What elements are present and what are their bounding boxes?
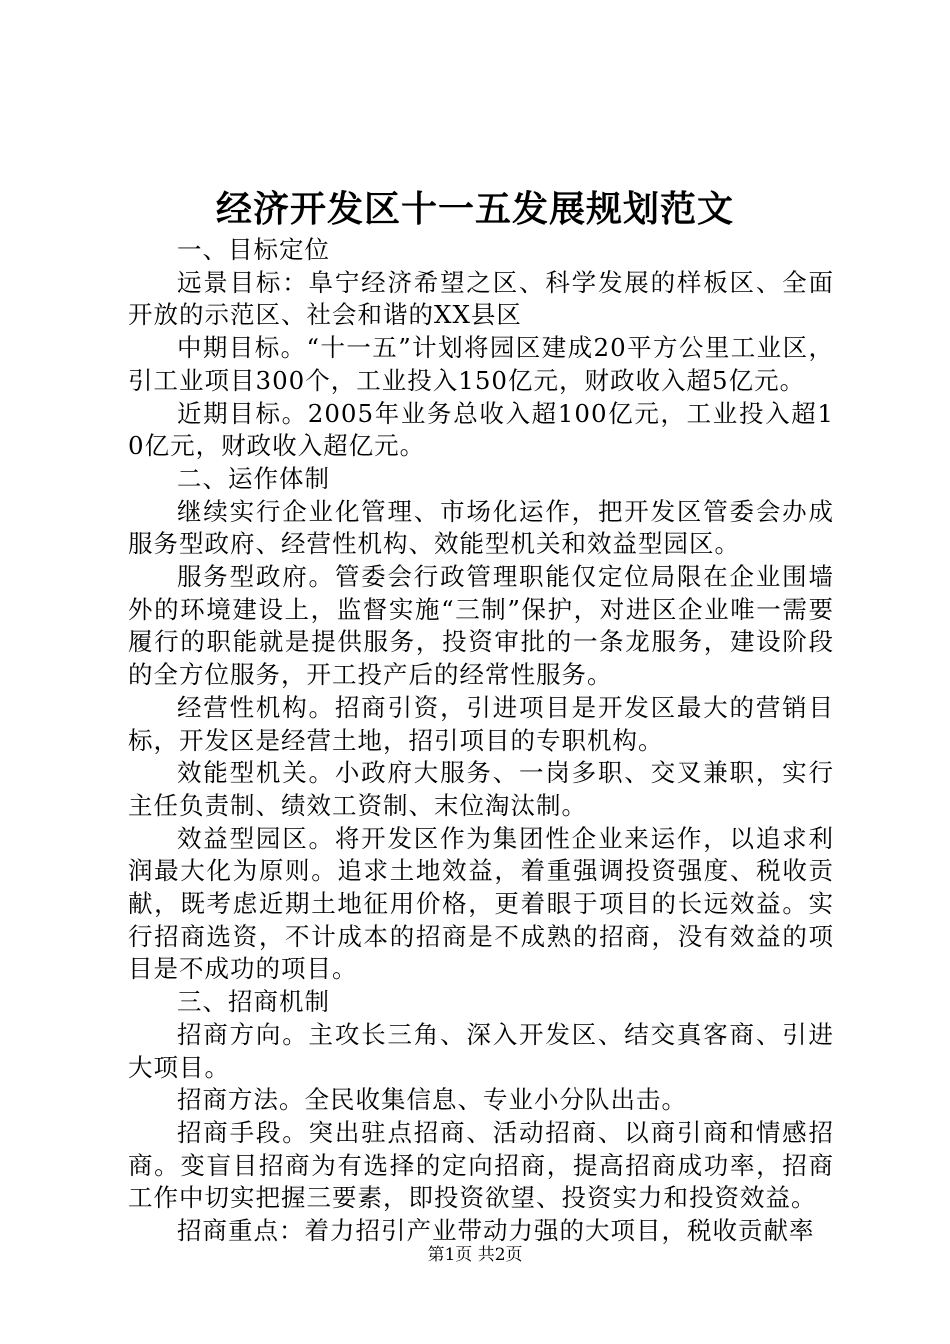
- document-title: 经济开发区十一五发展规划范文: [215, 188, 734, 230]
- paragraph-investment-direction: 招商方向。主攻长三角、深入开发区、结交真客商、引进大项目。: [128, 1019, 834, 1082]
- paragraph-operation-overview: 继续实行企业化管理、市场化运作，把开发区管委会办成服务型政府、经营性机构、效能型机关和效益型园区。: [128, 496, 834, 559]
- page-number-footer: 第1页 共2页: [427, 1245, 523, 1265]
- paragraph-service-government: 服务型政府。管委会行政管理职能仅定位局限在企业围墙外的环境建设上，监督实施“三制”保护，对进区企业唯一需要履行的职能就是提供服务，投资审批的一条龙服务，建设阶段的全方位服务，开工投产后的经常性服务。: [128, 562, 834, 690]
- paragraph-long-term-goal: 远景目标：阜宁经济希望之区、科学发展的样板区、全面开放的示范区、社会和谐的XX县区: [128, 267, 834, 330]
- paragraph-investment-focus: 招商重点：着力招引产业带动力强的大项目，税收贡献率: [177, 1216, 815, 1246]
- paragraph-short-term-goal: 近期目标。2005年业务总收入超100亿元，工业投入超10亿元，财政收入超亿元。: [128, 398, 834, 461]
- paragraph-heading-3: 三、招商机制: [177, 987, 330, 1017]
- paragraph-mid-term-goal: 中期目标。“十一五”计划将园区建成20平方公里工业区，引工业项目300个，工业投入150亿元，财政收入超5亿元。: [128, 333, 834, 395]
- paragraph-investment-means: 招商手段。突出驻点招商、活动招商、以商引商和情感招商。变盲目招商为有选择的定向招商，提高招商成功率，招商工作中切实把握三要素，即投资欲望、投资实力和投资效益。: [128, 1117, 834, 1213]
- paragraph-efficient-office: 效能型机关。小政府大服务、一岗多职、交叉兼职，实行主任负责制、绩效工资制、末位淘汰制。: [128, 758, 834, 820]
- document-body: [128, 234, 834, 1248]
- paragraph-operating-agency: 经营性机构。招商引资，引进项目是开发区最大的营销目标，开发区是经营土地，招引项目的专职机构。: [128, 692, 834, 755]
- paragraph-investment-method: 招商方法。全民收集信息、专业小分队出击。: [177, 1085, 687, 1115]
- paragraph-heading-1: 一、目标定位: [177, 235, 330, 264]
- paragraph-benefit-park: 效益型园区。将开发区作为集团性企业来运作，以追求利润最大化为原则。追求土地效益，着重强调投资强度、税收贡献，既考虑近期土地征用价格，更着眼于项目的长远效益。实行招商选资，不计成本的招商是不成熟的招商，没有效益的项目是不成功的项目。: [128, 823, 834, 984]
- paragraph-heading-2: 二、运作体制: [177, 463, 330, 493]
